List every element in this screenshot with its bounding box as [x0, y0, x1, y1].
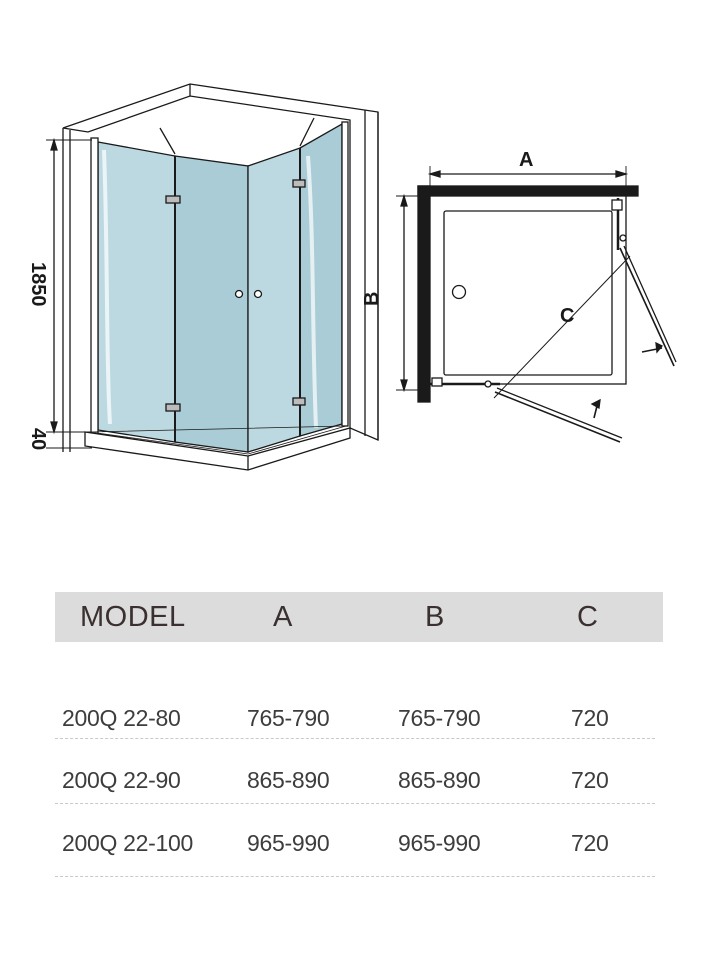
dimension-a-label: A: [519, 149, 534, 171]
base-height-label: 40: [27, 428, 49, 451]
cell-model: 200Q 22-90: [62, 767, 181, 793]
cell-a: 965-990: [247, 830, 330, 856]
row-divider: [55, 738, 655, 739]
cell-b: 865-890: [398, 767, 481, 793]
height-label: 1850: [27, 262, 49, 307]
cell-model: 200Q 22-80: [62, 705, 181, 731]
cell-c: 720: [571, 705, 609, 731]
glass-panel-right-door: [248, 148, 300, 452]
dimension-c-label: C: [560, 305, 575, 327]
cell-b: 765-790: [398, 705, 481, 731]
hinge: [166, 404, 180, 411]
table-header: [55, 592, 663, 642]
header-model: MODEL: [80, 601, 186, 633]
header-c: C: [577, 601, 599, 633]
table-row: [55, 705, 663, 735]
glass-panel-right: [300, 124, 342, 436]
front-view: [46, 84, 378, 470]
header-a: A: [273, 601, 293, 633]
tray-outline: [430, 196, 626, 384]
cell-c: 720: [571, 830, 609, 856]
table-row: [55, 830, 663, 860]
cell-b: 965-990: [398, 830, 481, 856]
door-knob: [255, 291, 262, 298]
hinge: [293, 180, 305, 187]
top-wall: [418, 186, 638, 196]
cell-c: 720: [571, 767, 609, 793]
cell-a: 765-790: [247, 705, 330, 731]
row-divider: [55, 876, 655, 877]
cell-a: 865-890: [247, 767, 330, 793]
hinge: [166, 196, 180, 203]
cell-model: 200Q 22-100: [62, 830, 193, 856]
hinge: [293, 398, 305, 405]
left-wall: [418, 186, 430, 402]
spec-table: [55, 592, 663, 856]
door-knob: [236, 291, 243, 298]
header-b: B: [425, 601, 445, 633]
glass-panel-left-door: [175, 156, 248, 452]
dimension-b-label: B: [361, 291, 383, 306]
row-divider: [55, 803, 655, 804]
plan-view: [396, 166, 676, 442]
table-row: [55, 767, 663, 797]
